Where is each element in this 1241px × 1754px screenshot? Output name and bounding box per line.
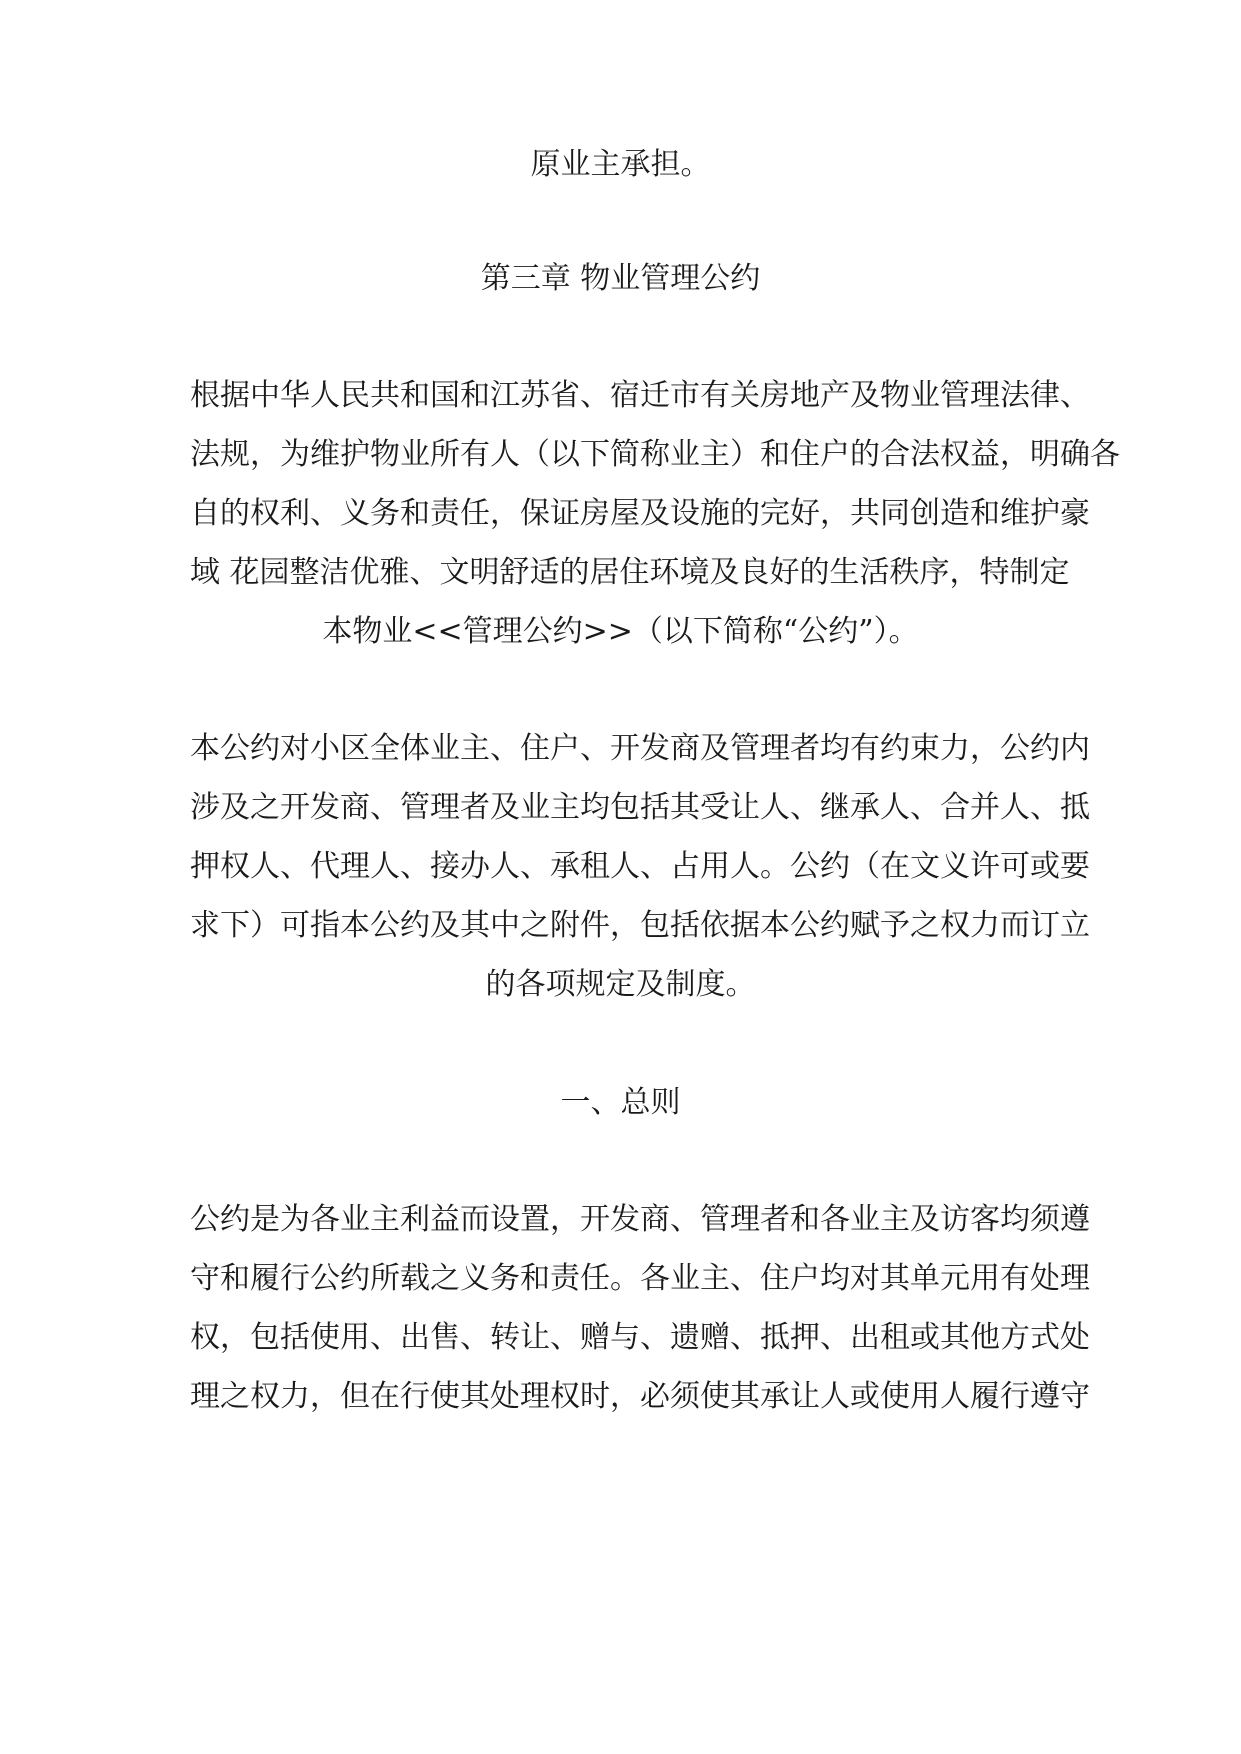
chapter-title: 第三章 物业管理公约 <box>480 261 761 296</box>
preamble-line-4: 域 花园整洁优雅、文明舒适的居住环境及良好的生活秩序，特制定 <box>190 555 1070 590</box>
preamble-line-2: 法规，为维护物业所有人（以下简称业主）和住户的合法权益，明确各 <box>190 437 1120 472</box>
general-line-4: 理之权力，但在行使其处理权时，必须使其承让人或使用人履行遵守 <box>190 1379 1090 1414</box>
general-line-1: 公约是为各业主利益而设置，开发商、管理者和各业主及访客均须遵 <box>190 1202 1090 1237</box>
scope-line-3: 押权人、代理人、接办人、承租人、占用人。公约（在文义许可或要 <box>190 849 1090 884</box>
scope-line-1: 本公约对小区全体业主、住户、开发商及管理者均有约束力，公约内 <box>190 731 1090 766</box>
scope-line-2: 涉及之开发商、管理者及业主均包括其受让人、继承人、合并人、抵 <box>190 790 1090 825</box>
scope-line-5: 的各项规定及制度。 <box>485 967 756 1002</box>
section-title: 一、总则 <box>560 1085 681 1120</box>
preamble-line-3: 自的权利、义务和责任，保证房屋及设施的完好，共同创造和维护豪 <box>190 496 1090 531</box>
opening-line: 原业主承担。 <box>530 147 711 182</box>
general-line-2: 守和履行公约所载之义务和责任。各业主、住户均对其单元用有处理 <box>190 1261 1090 1296</box>
general-line-3: 权，包括使用、出售、转让、赠与、遗赠、抵押、出租或其他方式处 <box>190 1320 1090 1355</box>
scope-line-4: 求下）可指本公约及其中之附件，包括依据本公约赋予之权力而订立 <box>190 908 1090 943</box>
preamble-line-1: 根据中华人民共和国和江苏省、宿迁市有关房地产及物业管理法律、 <box>190 378 1090 413</box>
preamble-line-5: 本物业<<管理公约>>（以下简称“公约”）。 <box>322 614 919 649</box>
